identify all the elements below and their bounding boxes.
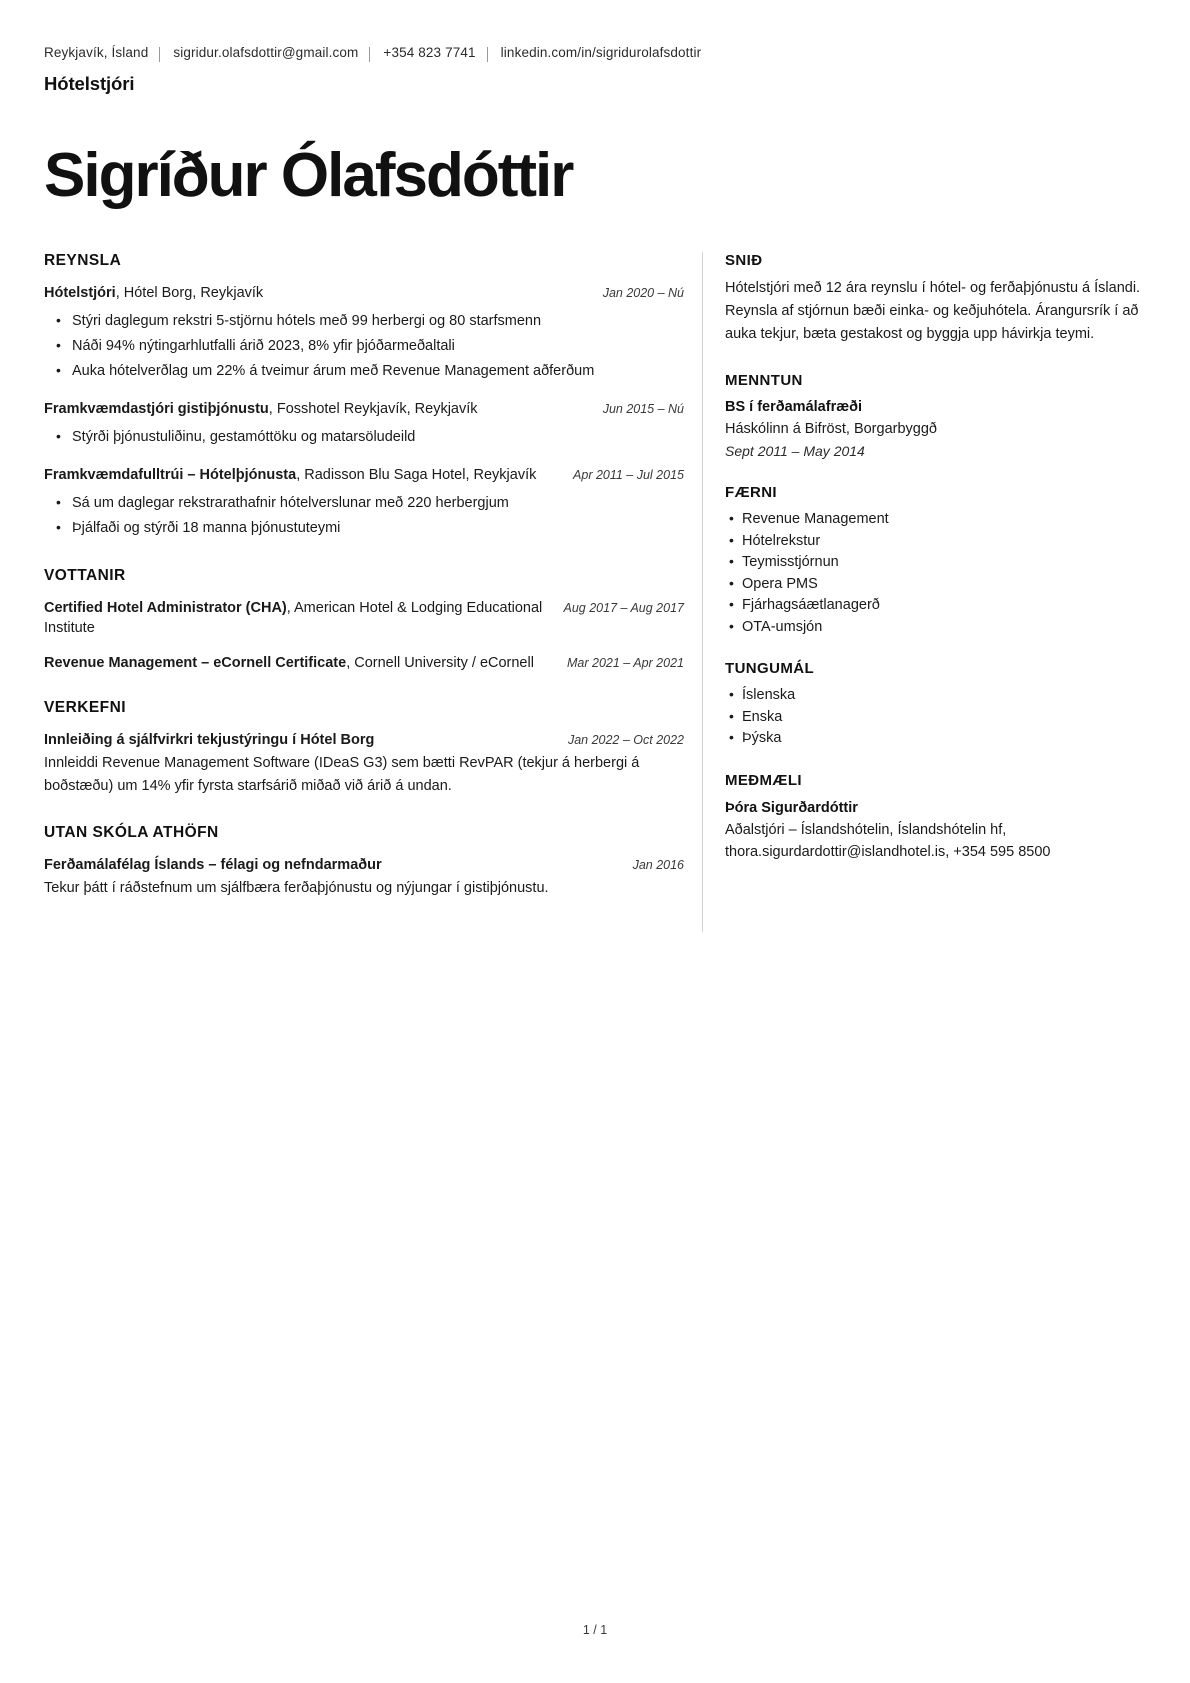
- certification-issuer: , American Hotel & Lodging Educational Institute: [44, 600, 543, 637]
- list-item: • Stýrði þjónustuliðinu, gestamóttöku og matarsöludeild: [72, 425, 684, 450]
- entry-bullets: [44, 309, 684, 384]
- project-entry: [44, 730, 684, 798]
- certification-issuer: , Cornell University / eCornell: [346, 655, 534, 672]
- experience-entry: [44, 465, 684, 541]
- list-item: • Íslenska: [742, 685, 1148, 707]
- reference-name: Þóra Sigurðardóttir: [725, 799, 858, 816]
- list-item: • Þjálfaði og stýrði 18 manna þjónustuteymi: [72, 516, 684, 541]
- entry-header: [44, 399, 684, 419]
- list-item: • Revenue Management: [742, 509, 1148, 531]
- project-name: Innleiðing á sjálfvirkri tekjustýringu í Hótel Borg: [44, 732, 375, 749]
- entry-date: Jan 2016: [632, 858, 684, 873]
- reference-detail: Aðalstjóri – Íslandshótelin, Íslandshótelin hf, thora.sigurdardottir@islandhotel.is, +354 595 8500: [725, 821, 1051, 860]
- entry-header: [44, 855, 684, 875]
- entry-header: [44, 598, 684, 638]
- section-heading-skills: FÆRNI: [725, 484, 777, 502]
- entry-title: [44, 730, 554, 750]
- entry-title: [44, 598, 550, 638]
- list-item: • Þýska: [742, 728, 1148, 750]
- certification-entry: [44, 598, 684, 638]
- section-projects: [44, 699, 684, 798]
- list-item: • Hótelrekstur: [742, 531, 1148, 553]
- list-item: • OTA-umsjón: [742, 617, 1148, 639]
- contact-email[interactable]: sigridur.olafsdottir@gmail.com: [173, 45, 359, 60]
- certification-name: Revenue Management – eCornell Certificate: [44, 655, 347, 672]
- entry-role: Hótelstjóri: [44, 285, 116, 302]
- certification-entry: [44, 653, 684, 673]
- main-column: [44, 252, 702, 926]
- section-languages: [725, 660, 1148, 750]
- contact-separator: [487, 47, 488, 62]
- section-heading-extracurricular: UTAN SKÓLA ATHÖFN: [44, 824, 219, 842]
- extracurricular-description: Tekur þátt í ráðstefnum um sjálfbæra ferðaþjónustu og nýjungar í gistiþjónustu.: [44, 880, 549, 897]
- languages-list: [725, 685, 1148, 750]
- entry-title: [44, 465, 559, 485]
- section-heading-languages: TUNGUMÁL: [725, 660, 815, 678]
- section-references: [725, 772, 1148, 863]
- page-title: Sigríður Ólafsdóttir: [44, 141, 573, 210]
- entry-company: , Hótel Borg, Reykjavík: [115, 285, 264, 302]
- section-heading-education: MENNTUN: [725, 372, 803, 390]
- entry-header: [44, 653, 684, 673]
- list-item: • Enska: [742, 707, 1148, 729]
- contact-phone[interactable]: +354 823 7741: [383, 45, 476, 60]
- section-heading-certifications: VOTTANIR: [44, 567, 126, 585]
- extracurricular-entry: [44, 855, 684, 900]
- entry-date: Jan 2020 – Nú: [602, 286, 684, 301]
- skills-list: [725, 509, 1148, 638]
- entry-role: Framkvæmdastjóri gistiþjónustu: [44, 401, 269, 418]
- list-item: • Fjárhagsáætlanagerð: [742, 595, 1148, 617]
- resume-body: [44, 252, 1148, 932]
- list-item: • Teymisstjórnun: [742, 552, 1148, 574]
- contact-separator: [369, 47, 370, 62]
- entry-title: [44, 399, 589, 419]
- project-description: Innleiddi Revenue Management Software (IDeaS G3) sem bætti RevPAR (tekjur á herbergi á boðstæðu) um 14% yfir fyrsta starfsárið miðað við árið á undan.: [44, 755, 640, 795]
- list-item: • Auka hótelverðlag um 22% á tveimur árum með Revenue Management aðferðum: [72, 359, 684, 384]
- contact-linkedin[interactable]: linkedin.com/in/sigridurolafsdottir: [500, 45, 702, 60]
- section-heading-experience: REYNSLA: [44, 252, 122, 270]
- entry-date: Apr 2011 – Jul 2015: [573, 468, 684, 483]
- section-summary: [725, 252, 1148, 346]
- contact-separator: [159, 47, 160, 62]
- section-skills: [725, 484, 1148, 638]
- entry-title: [44, 855, 619, 875]
- section-experience: [44, 252, 684, 541]
- entry-title: [44, 283, 589, 303]
- page-indicator: 1 / 1: [582, 1623, 608, 1637]
- entry-company: , Radisson Blu Saga Hotel, Reykjavík: [296, 467, 537, 484]
- entry-header: [44, 283, 684, 303]
- entry-bullets: [44, 491, 684, 541]
- entry-header: [44, 465, 684, 485]
- section-extracurricular: [44, 824, 684, 900]
- list-item: • Opera PMS: [742, 574, 1148, 596]
- section-heading-summary: SNIÐ: [725, 252, 763, 270]
- list-item: • Stýri daglegum rekstri 5-stjörnu hótels með 99 herbergi og 80 starfsmenn: [72, 309, 684, 334]
- sidebar-column: [702, 252, 1148, 932]
- summary-text: Hótelstjóri með 12 ára reynslu í hótel- og ferðaþjónustu á Íslandi. Reynsla af stjórnun bæði einka- og keðjuhótela. Árangursrík í að auka tekjur, bæta gestakost og byggja upp hávirkja teymi.: [725, 280, 1141, 343]
- section-certifications: [44, 567, 684, 673]
- entry-role: Framkvæmdafulltrúi – Hótelþjónusta: [44, 467, 297, 484]
- certification-name: Certified Hotel Administrator (CHA): [44, 600, 287, 617]
- entry-date: Jan 2022 – Oct 2022: [567, 733, 684, 748]
- contact-location: Reykjavík, Ísland: [44, 45, 149, 60]
- education-school: Háskólinn á Bifröst, Borgarbyggð: [725, 421, 937, 438]
- experience-entry: [44, 283, 684, 384]
- education-date: Sept 2011 – May 2014: [725, 443, 865, 460]
- section-heading-projects: VERKEFNI: [44, 699, 126, 717]
- extracurricular-name: Ferðamálafélag Íslands – félagi og nefndarmaður: [44, 857, 382, 874]
- entry-title: [44, 653, 553, 673]
- contact-line: [44, 44, 1148, 62]
- section-education: [725, 372, 1148, 462]
- list-item: • Sá um daglegar rekstrarathafnir hótelverslunar með 220 herbergjum: [72, 491, 684, 516]
- entry-date: Aug 2017 – Aug 2017: [563, 601, 684, 616]
- entry-date: Jun 2015 – Nú: [602, 402, 684, 417]
- list-item: • Náði 94% nýtingarhlutfalli árið 2023, 8% yfir þjóðarmeðaltali: [72, 334, 684, 359]
- section-heading-references: MEÐMÆLI: [725, 771, 802, 789]
- entry-bullets: [44, 425, 684, 450]
- entry-date: Mar 2021 – Apr 2021: [567, 656, 684, 671]
- entry-header: [44, 730, 684, 750]
- job-role-subtitle: Hótelstjóri: [44, 73, 135, 94]
- entry-company: , Fosshotel Reykjavík, Reykjavík: [268, 401, 478, 418]
- experience-entry: [44, 399, 684, 450]
- education-degree: BS í ferðamálafræði: [725, 399, 862, 416]
